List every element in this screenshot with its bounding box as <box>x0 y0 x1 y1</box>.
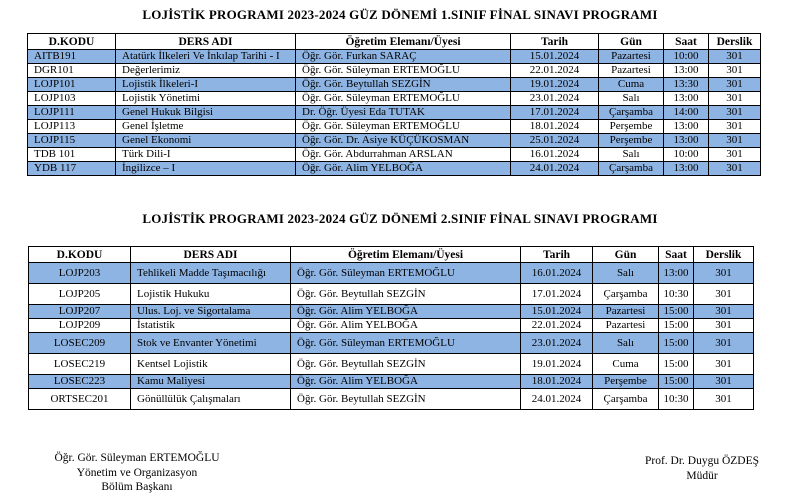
cell-time: 15:00 <box>659 305 694 319</box>
table-row <box>28 50 761 64</box>
table-row <box>28 64 761 78</box>
cell-course: Türk Dili-I <box>116 148 296 162</box>
cell-day: Salı <box>593 263 659 284</box>
cell-course: Genel İşletme <box>116 120 296 134</box>
cell-time: 14:00 <box>664 106 709 120</box>
schedule-1-table <box>27 33 761 176</box>
cell-instructor: Öğr. Gör. Furkan SARAÇ <box>296 50 511 64</box>
cell-room: 301 <box>694 319 754 333</box>
schedule-2-header <box>29 247 754 263</box>
cell-date: 15.01.2024 <box>521 305 593 319</box>
cell-instructor: Öğr. Gör. Beytullah SEZGİN <box>291 354 521 375</box>
table-row <box>29 263 754 284</box>
cell-code: LOJP115 <box>28 134 116 148</box>
cell-date: 16.01.2024 <box>511 148 599 162</box>
table-row <box>29 333 754 354</box>
cell-room: 301 <box>709 78 761 92</box>
table-row <box>29 284 754 305</box>
table-row <box>28 78 761 92</box>
cell-code: LOSEC209 <box>29 333 131 354</box>
cell-room: 301 <box>709 134 761 148</box>
cell-room: 301 <box>694 263 754 284</box>
cell-course: İngilizce – I <box>116 162 296 176</box>
cell-day: Çarşamba <box>593 389 659 410</box>
cell-day: Çarşamba <box>599 162 664 176</box>
cell-code: LOJP103 <box>28 92 116 106</box>
cell-course: Gönüllülük Çalışmaları <box>131 389 291 410</box>
cell-instructor: Öğr. Gör. Dr. Asiye KÜÇÜKOSMAN <box>296 134 511 148</box>
cell-time: 10:30 <box>659 389 694 410</box>
cell-date: 24.01.2024 <box>511 162 599 176</box>
cell-instructor: Öğr. Gör. Süleyman ERTEMOĞLU <box>296 120 511 134</box>
table-row <box>28 106 761 120</box>
cell-room: 301 <box>694 305 754 319</box>
schedule-2-body <box>29 263 754 410</box>
cell-code: LOSEC223 <box>29 375 131 389</box>
column-header: Saat <box>659 247 694 263</box>
column-header: Tarih <box>521 247 593 263</box>
column-header: Saat <box>664 34 709 50</box>
table-row <box>29 305 754 319</box>
cell-instructor: Öğr. Gör. Alim YELBOĞA <box>296 162 511 176</box>
cell-room: 301 <box>709 120 761 134</box>
cell-instructor: Öğr. Gör. Süleyman ERTEMOĞLU <box>291 263 521 284</box>
cell-room: 301 <box>709 50 761 64</box>
cell-code: TDB 101 <box>28 148 116 162</box>
cell-course: Tehlikeli Madde Taşımacılığı <box>131 263 291 284</box>
column-header: DERS ADI <box>131 247 291 263</box>
cell-date: 18.01.2024 <box>521 375 593 389</box>
schedule-1-body <box>28 50 761 176</box>
cell-code: LOJP111 <box>28 106 116 120</box>
schedule-2-table <box>28 246 754 410</box>
cell-date: 15.01.2024 <box>511 50 599 64</box>
table-row <box>28 134 761 148</box>
column-header: Öğretim Elemanı/Üyesi <box>296 34 511 50</box>
schedule-1-title: LOJİSTİK PROGRAMI 2023-2024 GÜZ DÖNEMİ 1.SINIF FİNAL SINAVI PROGRAMI <box>142 7 658 22</box>
cell-room: 301 <box>694 389 754 410</box>
table-row <box>28 162 761 176</box>
column-header: Derslik <box>709 34 761 50</box>
cell-date: 22.01.2024 <box>521 319 593 333</box>
column-header: Öğretim Elemanı/Üyesi <box>291 247 521 263</box>
cell-instructor: Öğr. Gör. Beytullah SEZGİN <box>291 389 521 410</box>
cell-day: Pazartesi <box>593 305 659 319</box>
table-row <box>29 319 754 333</box>
cell-course: Genel Hukuk Bilgisi <box>116 106 296 120</box>
cell-instructor: Dr. Öğr. Üyesi Eda TUTAK <box>296 106 511 120</box>
cell-date: 17.01.2024 <box>511 106 599 120</box>
signature-left-role: Bölüm Başkanı <box>101 481 173 493</box>
cell-time: 10:00 <box>664 50 709 64</box>
cell-room: 301 <box>694 333 754 354</box>
cell-date: 16.01.2024 <box>521 263 593 284</box>
cell-time: 13:00 <box>659 263 694 284</box>
signature-left <box>34 451 240 495</box>
cell-instructor: Öğr. Gör. Beytullah SEZGİN <box>291 284 521 305</box>
cell-date: 25.01.2024 <box>511 134 599 148</box>
cell-instructor: Öğr. Gör. Beytullah SEZGİN <box>296 78 511 92</box>
cell-instructor: Öğr. Gör. Süleyman ERTEMOĞLU <box>291 333 521 354</box>
cell-course: Lojistik Hukuku <box>131 284 291 305</box>
cell-time: 13:00 <box>664 162 709 176</box>
cell-day: Pazartesi <box>593 319 659 333</box>
cell-code: AITB191 <box>28 50 116 64</box>
table-row <box>28 148 761 162</box>
cell-code: LOJP207 <box>29 305 131 319</box>
cell-instructor: Öğr. Gör. Alim YELBOĞA <box>291 305 521 319</box>
schedule-1-header <box>28 34 761 50</box>
cell-date: 23.01.2024 <box>521 333 593 354</box>
cell-course: Lojistik Yönetimi <box>116 92 296 106</box>
cell-instructor: Öğr. Gör. Abdurrahman ARSLAN <box>296 148 511 162</box>
cell-time: 15:00 <box>659 354 694 375</box>
header-row <box>29 247 754 263</box>
cell-room: 301 <box>694 284 754 305</box>
cell-day: Salı <box>599 92 664 106</box>
cell-room: 301 <box>694 375 754 389</box>
cell-code: LOJP113 <box>28 120 116 134</box>
cell-course: Ulus. Loj. ve Sigortalama <box>131 305 291 319</box>
table-row <box>28 120 761 134</box>
column-header: Derslik <box>694 247 754 263</box>
cell-course: Kamu Maliyesi <box>131 375 291 389</box>
cell-date: 22.01.2024 <box>511 64 599 78</box>
signature-right-role: Müdür <box>686 469 718 482</box>
column-header: DERS ADI <box>116 34 296 50</box>
cell-room: 301 <box>709 106 761 120</box>
cell-time: 15:00 <box>659 375 694 389</box>
cell-day: Çarşamba <box>599 106 664 120</box>
table-row <box>29 375 754 389</box>
cell-instructor: Öğr. Gör. Alim YELBOĞA <box>291 375 521 389</box>
cell-course: Atatürk İlkeleri Ve İnkılap Tarihi - I <box>116 50 296 64</box>
cell-day: Cuma <box>599 78 664 92</box>
cell-room: 301 <box>709 162 761 176</box>
table-row <box>29 354 754 375</box>
cell-code: LOJP205 <box>29 284 131 305</box>
cell-code: YDB 117 <box>28 162 116 176</box>
cell-time: 15:00 <box>659 333 694 354</box>
cell-instructor: Öğr. Gör. Süleyman ERTEMOĞLU <box>296 92 511 106</box>
cell-code: LOJP209 <box>29 319 131 333</box>
cell-time: 10:00 <box>664 148 709 162</box>
cell-course: Kentsel Lojistik <box>131 354 291 375</box>
cell-course: Lojistik İlkeleri-I <box>116 78 296 92</box>
signature-left-name: Öğr. Gör. Süleyman ERTEMOĞLU <box>54 452 220 464</box>
cell-time: 13:00 <box>664 92 709 106</box>
cell-date: 19.01.2024 <box>511 78 599 92</box>
cell-time: 13:00 <box>664 134 709 148</box>
column-header: Gün <box>593 247 659 263</box>
header-row <box>28 34 761 50</box>
schedule-2-title: LOJİSTİK PROGRAMI 2023-2024 GÜZ DÖNEMİ 2.SINIF FİNAL SINAVI PROGRAMI <box>142 211 658 226</box>
column-header: Tarih <box>511 34 599 50</box>
column-header: D.KODU <box>29 247 131 263</box>
cell-day: Pazartesi <box>599 50 664 64</box>
cell-code: LOSEC219 <box>29 354 131 375</box>
cell-day: Perşembe <box>599 120 664 134</box>
cell-date: 18.01.2024 <box>511 120 599 134</box>
cell-date: 17.01.2024 <box>521 284 593 305</box>
cell-date: 24.01.2024 <box>521 389 593 410</box>
cell-time: 13:00 <box>664 64 709 78</box>
cell-code: ORTSEC201 <box>29 389 131 410</box>
cell-time: 10:30 <box>659 284 694 305</box>
cell-day: Pazartesi <box>599 64 664 78</box>
signature-right <box>599 454 800 483</box>
cell-instructor: Öğr. Gör. Alim YELBOĞA <box>291 319 521 333</box>
cell-course: Stok ve Envanter Yönetimi <box>131 333 291 354</box>
cell-day: Salı <box>593 333 659 354</box>
cell-instructor: Öğr. Gör. Süleyman ERTEMOĞLU <box>296 64 511 78</box>
cell-date: 23.01.2024 <box>511 92 599 106</box>
cell-time: 15:00 <box>659 319 694 333</box>
column-header: D.KODU <box>28 34 116 50</box>
cell-time: 13:00 <box>664 120 709 134</box>
cell-day: Salı <box>599 148 664 162</box>
cell-room: 301 <box>709 64 761 78</box>
table-row <box>29 389 754 410</box>
cell-course: Değerlerimiz <box>116 64 296 78</box>
table-row <box>28 92 761 106</box>
signature-left-department: Yönetim ve Organizasyon <box>76 466 198 479</box>
signature-right-name: Prof. Dr. Duygu ÖZDEŞ <box>644 455 760 467</box>
cell-room: 301 <box>694 354 754 375</box>
cell-code: LOJP203 <box>29 263 131 284</box>
cell-code: DGR101 <box>28 64 116 78</box>
cell-course: İstatistik <box>131 319 291 333</box>
cell-room: 301 <box>709 148 761 162</box>
cell-code: LOJP101 <box>28 78 116 92</box>
cell-time: 13:30 <box>664 78 709 92</box>
cell-room: 301 <box>709 92 761 106</box>
cell-day: Çarşamba <box>593 284 659 305</box>
cell-day: Perşembe <box>593 375 659 389</box>
cell-day: Cuma <box>593 354 659 375</box>
cell-course: Genel Ekonomi <box>116 134 296 148</box>
cell-day: Perşembe <box>599 134 664 148</box>
column-header: Gün <box>599 34 664 50</box>
cell-date: 19.01.2024 <box>521 354 593 375</box>
